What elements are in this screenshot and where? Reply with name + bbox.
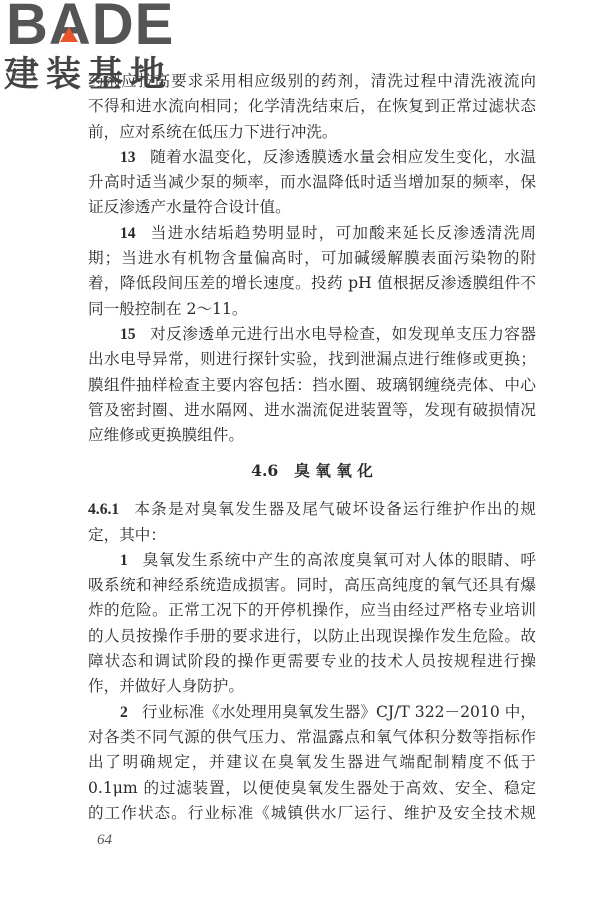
logo-wordmark: BADE — [6, 0, 175, 57]
paragraph-item-14 — [88, 221, 536, 322]
page-number: 64 — [97, 832, 112, 848]
line-text: 行业标准《水处理用臭氧发生器》CJ/T 322－2010 中， — [141, 702, 536, 721]
text-line: 同一般控制在 2～11。 — [88, 299, 248, 318]
text-line: 前，应对系统在低压力下进行冲洗。 — [88, 122, 338, 141]
text-line: 药剂应按高要求采用相应级别的药剂，清洗过程中清洗液流向 — [88, 72, 536, 90]
item-number: 13 — [120, 148, 136, 166]
line-text: 对反渗透单元进行出水电导检查，如发现单支压力容器 — [149, 324, 536, 343]
text-line — [88, 221, 536, 246]
paragraph-item-13 — [88, 145, 536, 221]
item-number: 15 — [120, 325, 136, 343]
item-number: 1 — [120, 551, 128, 569]
text-line: 着，降低段间压差的增长速度。投药 pH 值根据反渗透膜组件不 — [88, 274, 536, 293]
text-line: 对各类不同气源的供气压力、常温露点和氧气体积分数等指标作 — [88, 727, 536, 746]
line-text: 当进水结垢趋势明显时，可加酸来延长反渗透清洗周 — [149, 223, 536, 242]
item-number: 2 — [120, 703, 128, 721]
line-text: 本条是对臭氧发生器及尾气破坏设备运行维护作出的规 — [133, 500, 536, 519]
text-line: 的工作状态。行业标准《城镇供水厂运行、维护及安全技术规 — [88, 803, 536, 822]
clause-4-6-1 — [88, 497, 536, 548]
paragraph-item-2 — [88, 700, 536, 826]
watermark-logo — [4, 0, 176, 100]
text-line — [88, 700, 536, 725]
text-line: 不得和进水流向相同；化学清洗结束后，在恢复到正常过滤状态 — [88, 97, 536, 116]
text-line: 出了明确规定，并建议在臭氧发生器进气端配制精度不低于 — [88, 753, 536, 772]
logo-accent-icon — [60, 27, 78, 42]
text-line: 0.1μm 的过滤装置，以便使臭氧发生器处于高效、安全、稳定 — [88, 778, 536, 797]
text-line — [88, 145, 536, 170]
text-line: 定，其中： — [88, 525, 166, 544]
line-text: 臭氧发生系统中产生的高浓度臭氧可对人体的眼睛、呼 — [141, 550, 536, 569]
text-line: 作，并做好人身防护。 — [88, 677, 244, 696]
text-line: 膜组件抽样检查主要内容包括：挡水圈、玻璃钢缠绕壳体、中心 — [88, 375, 536, 394]
text-line: 出水电导异常，则进行探针实验，找到泄漏点进行维修或更换； — [88, 350, 536, 369]
bottom-text-block — [88, 497, 536, 826]
line-text: 随着水温变化，反渗透膜透水量会相应发生变化，水温 — [149, 147, 536, 166]
top-text-block — [88, 69, 536, 448]
text-line — [88, 322, 536, 347]
text-line: 吸系统和神经系统造成损害。同时，高压高纯度的氧气还具有爆 — [88, 576, 536, 595]
item-number: 14 — [120, 224, 136, 242]
section-number: 4.6 — [251, 461, 279, 480]
text-line: 证反渗透产水量符合设计值。 — [88, 198, 291, 217]
text-line: 应维修或更换膜组件。 — [88, 426, 244, 445]
text-line: 期；当进水有机物含量偏高时，可加碱缓解膜表面污染物的附 — [88, 249, 536, 268]
text-line — [88, 548, 536, 573]
text-line: 障状态和调试阶段的操作更需要专业的技术人员按规程进行操 — [88, 652, 536, 671]
text-line — [88, 497, 536, 522]
text-line: 炸的危险。正常工况下的开停机操作，应当由经过严格专业培训 — [88, 601, 536, 620]
text-line: 管及密封圈、进水隔网、进水湍流促进装置等，发现有破损情况 — [88, 400, 536, 419]
text-line: 升高时适当减少泵的频率，而水温降低时适当增加泵的频率，保 — [88, 173, 536, 192]
paragraph-item-1 — [88, 548, 536, 700]
section-title: 臭 氧 氧 化 — [294, 461, 373, 480]
text-line: 的人员按操作手册的要求进行，以防止出现误操作发生危险。故 — [88, 626, 536, 645]
section-heading — [88, 458, 536, 483]
logo-subtitle: 建装基地 — [4, 55, 173, 95]
paragraph-item-15 — [88, 322, 536, 448]
clause-number: 4.6.1 — [88, 501, 120, 519]
